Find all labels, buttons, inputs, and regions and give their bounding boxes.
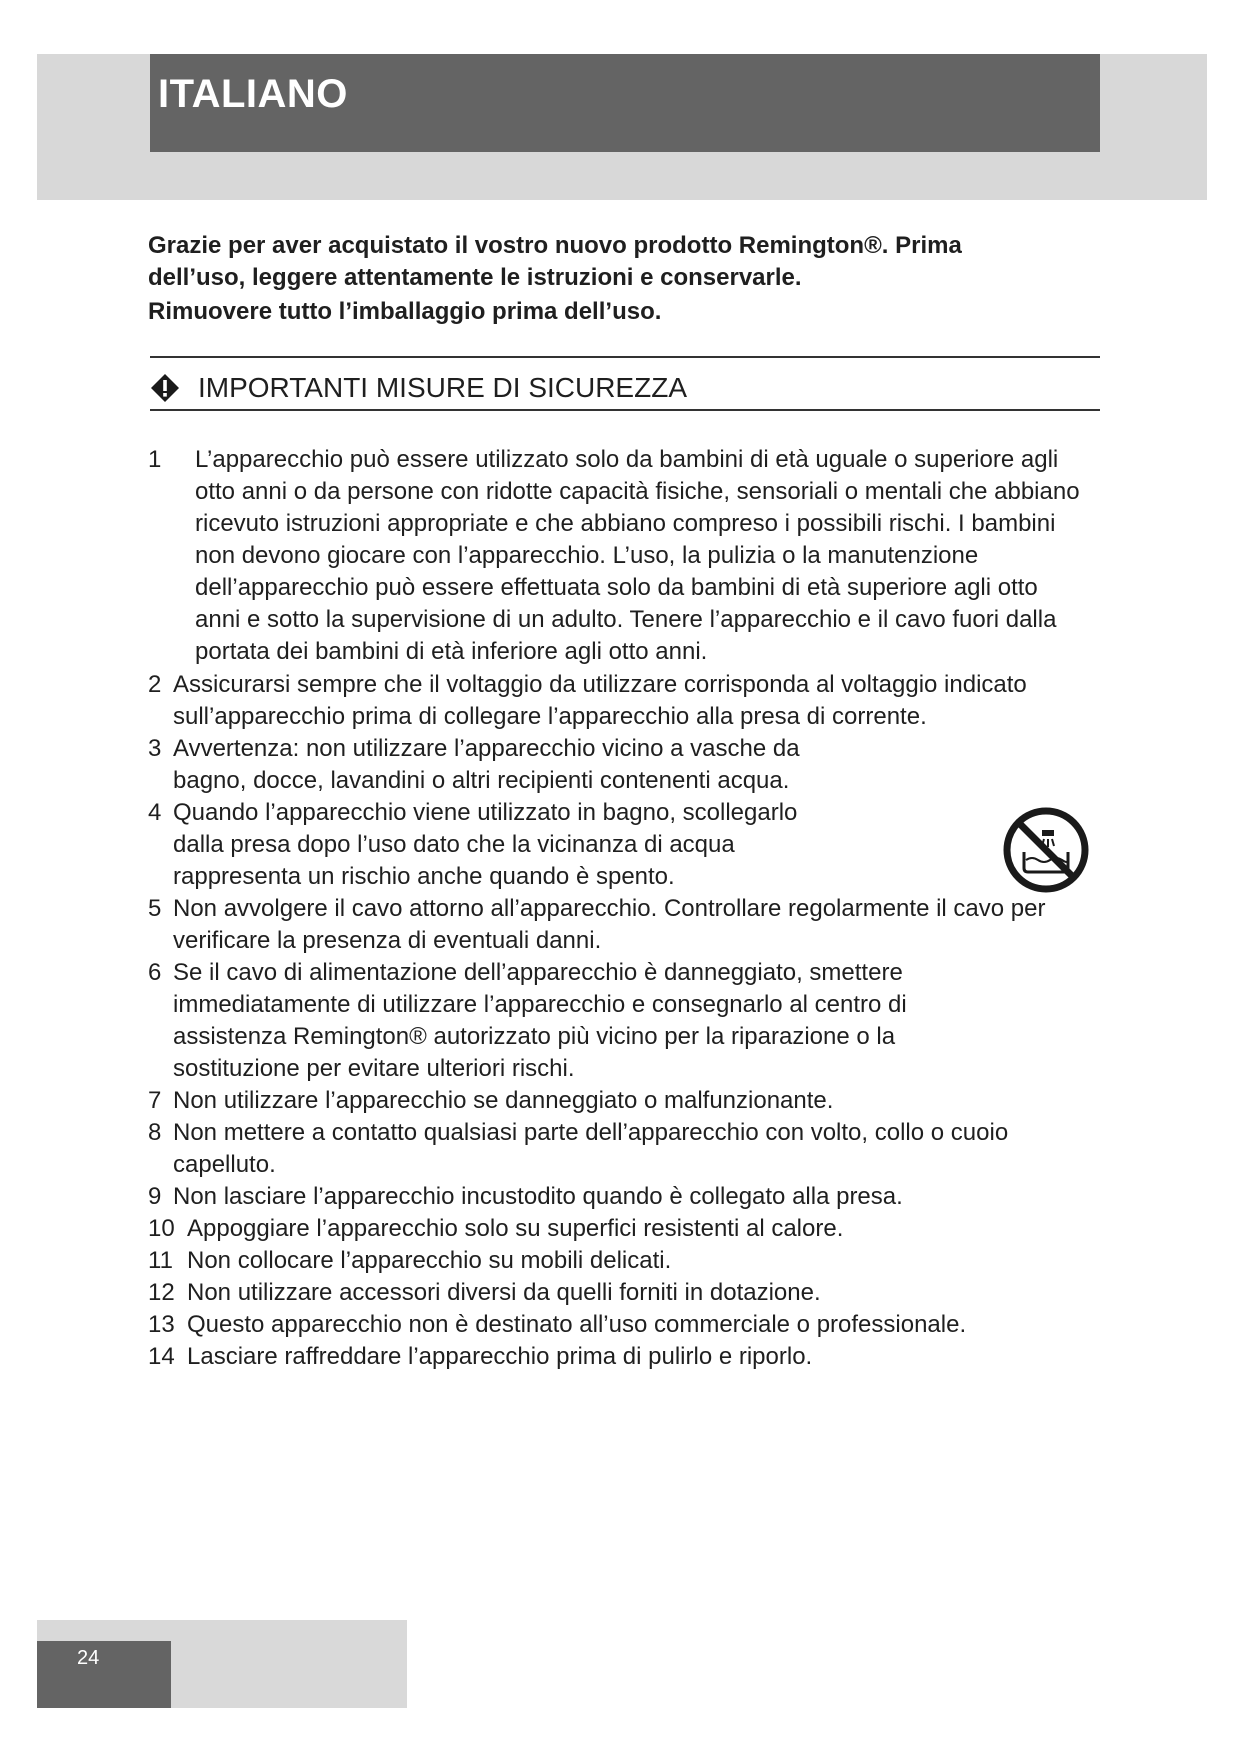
list-item [148,444,1108,668]
list-item [148,1309,1108,1341]
safety-list [148,444,1108,1373]
item-text: Avvertenza: non utilizzare l’apparecchio vicino a vasche da bagno, docce, lavandini o altri recipienti contenenti acqua. [173,735,800,794]
list-item [148,1245,1108,1277]
list-item [148,1277,1108,1309]
item-number: 7 [148,1087,162,1114]
item-number: 1 [148,446,162,473]
list-item [148,1181,1108,1213]
item-text: Se il cavo di alimentazione dell’apparecchio è danneggiato, smettere immediatamente di utilizzare l’apparecchio e consegnarlo al centro di assistenza Remington® autorizzato più vicino per la riparazione o la sostituzione per evitare ulteriori rischi. [173,959,907,1082]
item-text: Questo apparecchio non è destinato all’uso commerciale o professionale. [187,1311,967,1338]
item-text: Non avvolgere il cavo attorno all’apparecchio. Controllare regolarmente il cavo per verificare la presenza di eventuali danni. [173,895,1046,954]
list-item [148,797,1108,893]
item-text: Non mettere a contatto qualsiasi parte dell’apparecchio con volto, collo o cuoio capelluto. [173,1119,1009,1178]
section-heading [150,372,687,404]
intro-line-2: dell’uso, leggere attentamente le istruzioni e conservarle. [148,264,802,291]
item-number: 9 [148,1183,162,1210]
intro-line-3: Rimuovere tutto l’imballaggio prima dell’uso. [148,298,662,325]
warning-diamond-icon [150,373,180,403]
intro-line-1: Grazie per aver acquistato il vostro nuovo prodotto Remington®. Prima [148,232,962,259]
item-number: 5 [148,895,162,922]
item-number: 13 [148,1311,175,1338]
item-text: Non lasciare l’apparecchio incustodito quando è collegato alla presa. [173,1183,903,1210]
item-number: 8 [148,1119,162,1146]
item-text: Quando l’apparecchio viene utilizzato in bagno, scollegarlo dalla presa dopo l’uso dato che la vicinanza di acqua rappresenta un rischio anche quando è spento. [173,799,798,890]
list-item [148,1213,1108,1245]
no-water-bath-icon [1002,806,1090,894]
item-text: L’apparecchio può essere utilizzato solo da bambini di età uguale o superiore agli otto anni o da persone con ridotte capacità fisiche, sensoriali o mentali che abbiano ricevuto istruzioni appropriate e che abbiano compreso i possibili rischi. I bambini non devono giocare con l’apparecchio. L’uso, la pulizia o la manutenzione dell’apparecchio può essere effettuata solo da bambini di età superiore agli otto anni e sotto la supervisione di un adulto. Tenere l’apparecchio e il cavo fuori dalla portata dei bambini di età inferiore agli otto anni. [195,446,1080,665]
list-item [148,733,1108,797]
item-text: Assicurarsi sempre che il voltaggio da utilizzare corrisponda al voltaggio indicato sull’apparecchio prima di collegare l’apparecchio alla presa di corrente. [173,671,1027,730]
list-item [148,1117,1108,1181]
item-number: 10 [148,1215,175,1242]
list-item [148,957,1108,1085]
item-number: 2 [148,671,162,698]
list-item [148,669,1108,733]
item-number: 6 [148,959,162,986]
section-bottom-rule [150,409,1100,411]
item-number: 11 [148,1247,173,1274]
list-item [148,1341,1108,1373]
page-number: 24 [77,1647,100,1669]
item-text: Non collocare l’apparecchio su mobili delicati. [187,1247,672,1274]
item-text: Lasciare raffreddare l’apparecchio prima di pulirlo e riporlo. [187,1343,813,1370]
list-item [148,1085,1108,1117]
item-number: 14 [148,1343,175,1370]
item-number: 12 [148,1279,175,1306]
item-text: Appoggiare l’apparecchio solo su superfici resistenti al calore. [187,1215,844,1242]
item-text: Non utilizzare accessori diversi da quelli forniti in dotazione. [187,1279,821,1306]
item-number: 4 [148,799,162,826]
item-number: 3 [148,735,162,762]
intro-text [148,230,1108,328]
page-number-box [37,1641,171,1708]
language-title: ITALIANO [158,72,348,116]
section-title: IMPORTANTI MISURE DI SICUREZZA [198,372,687,403]
list-item [148,893,1108,957]
item-text: Non utilizzare l’apparecchio se danneggiato o malfunzionante. [173,1087,834,1114]
section-top-rule [150,356,1100,358]
